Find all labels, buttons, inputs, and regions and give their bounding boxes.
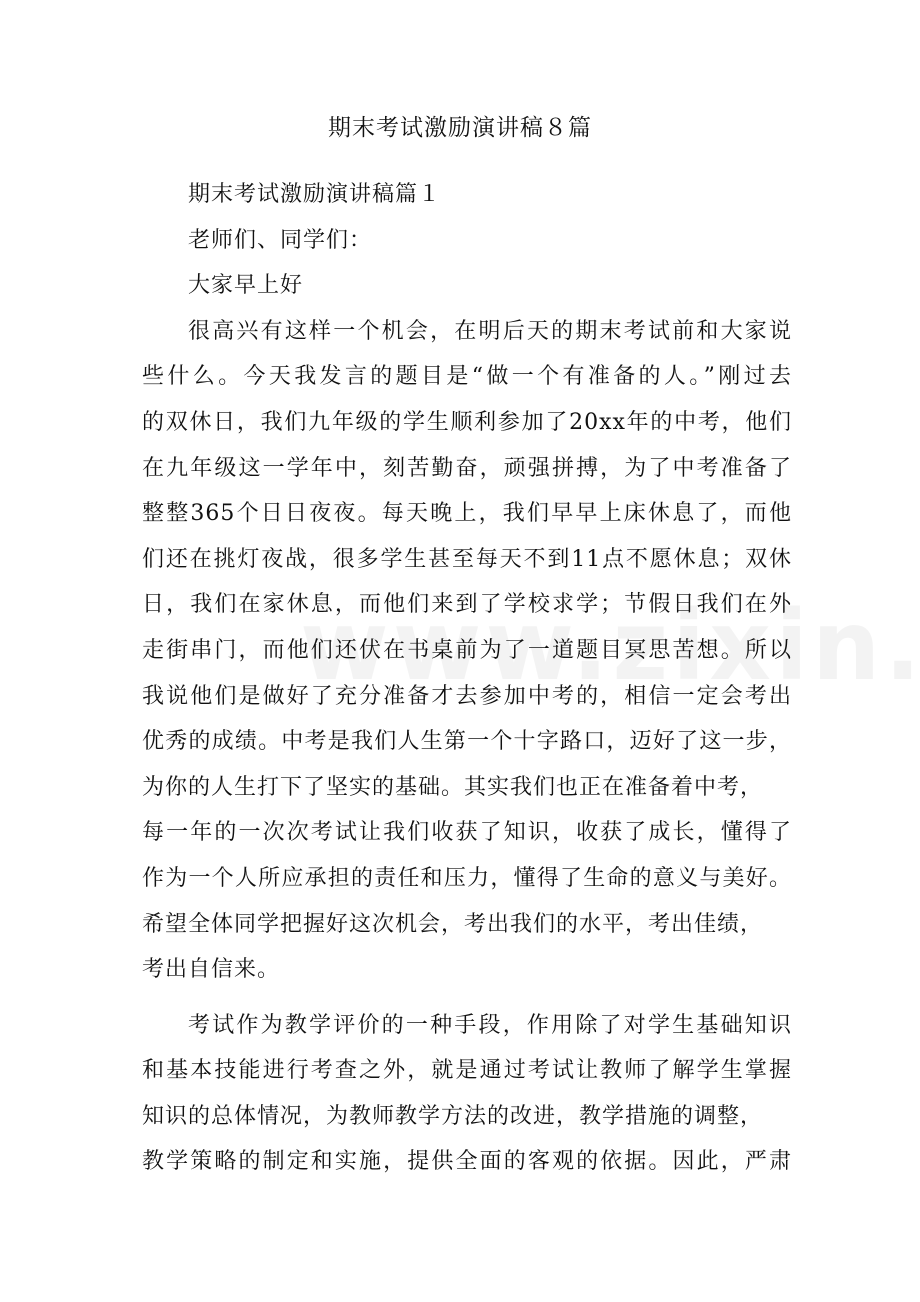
text-line: 日，我们在家休息，而他们来到了学校求学；节假日我们在外 xyxy=(142,592,792,618)
text-line: 在九年级这一学年中，刻苦勤奋，顽强拼搏，为了中考准备了 xyxy=(142,455,792,481)
text-line: 优秀的成绩。中考是我们人生第一个十字路口，迈好了这一步， xyxy=(142,729,792,755)
document-title: 期末考试激励演讲稿８篇 xyxy=(328,115,592,141)
text-line: 考出自信来。 xyxy=(142,957,281,983)
text-line: 的双休日，我们九年级的学生顺利参加了20xx年的中考，他们 xyxy=(142,409,792,435)
text-line: 走街串门，而他们还伏在书桌前为了一道题目冥思苦想。所以 xyxy=(142,637,792,663)
text-line: 老师们、同学们： xyxy=(188,227,373,253)
document-body xyxy=(142,172,792,1185)
text-line: 们还在挑灯夜战，很多学生甚至每天不到11点不愿休息；双休 xyxy=(142,546,792,572)
text-line: 希望全体同学把握好这次机会，考出我们的水平，考出佳绩， xyxy=(142,911,764,937)
text-line: 为你的人生打下了坚实的基础。其实我们也正在准备着中考， xyxy=(142,774,764,800)
text-line: 知识的总体情况，为教师教学方法的改进，教学措施的调整， xyxy=(142,1103,764,1129)
text-line: 大家早上好 xyxy=(188,273,304,299)
paragraph-gap xyxy=(142,993,792,1003)
text-line: 作为一个人所应承担的责任和压力，懂得了生命的意义与美好。 xyxy=(142,865,792,891)
text-line: 教学策略的制定和实施，提供全面的客观的依据。因此，严肃 xyxy=(142,1149,792,1175)
text-line: 期末考试激励演讲稿篇１ xyxy=(188,182,442,207)
text-line: 很高兴有这样一个机会，在明后天的期末考试前和大家说 xyxy=(188,318,792,344)
text-line: 我说他们是做好了充分准备才去参加中考的，相信一定会考出 xyxy=(142,683,792,709)
text-line: 和基本技能进行考查之外，就是通过考试让教师了解学生掌握 xyxy=(142,1058,792,1084)
text-line: 每一年的一次次考试让我们收获了知识，收获了成长，懂得了 xyxy=(142,820,792,846)
text-line: 考试作为教学评价的一种手段，作用除了对学生基础知识 xyxy=(188,1012,792,1038)
text-line: 整整365个日日夜夜。每天晚上，我们早早上床休息了，而他 xyxy=(142,501,792,527)
text-line: 些什么。今天我发言的题目是“做一个有准备的人。”刚过去 xyxy=(142,364,792,390)
